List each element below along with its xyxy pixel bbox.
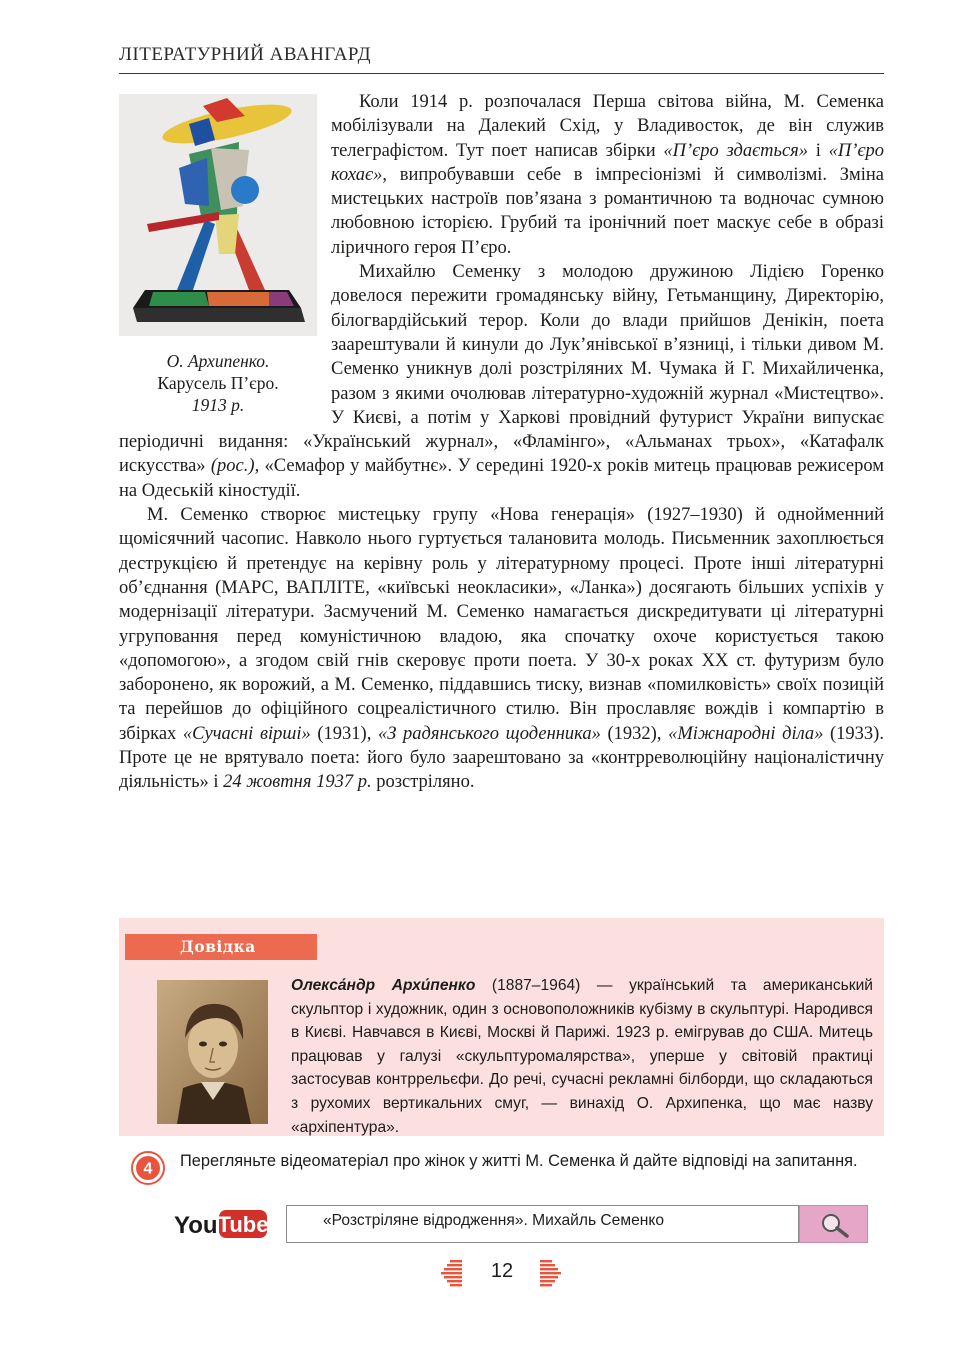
- sculpture-figure: [119, 94, 317, 416]
- paragraph-2: Михайлю Семенку з молодою дружиною Лідією Горенко довелося пережити громадянську війну, Гетьманщину, Директорію, білогвардійський терор. Коли до влади прийшов Денікін, поета заарештували й кинули до Лук’янівської в’язниці, і тільки дивом М. Семенко уникнув долі розстріляних М. Чумака й Г. Михайличенка, разом з якими очолював літературно-художній журнал «Мистецтво». У Києві, а потім у Харкові провідний футурист України випускає періодичні видання: «Український журнал», «Фламінго», «Альманах трьох», «Катафалк искусства» (рос.), «Семафор у майбутнє». У середині 1920-х років митець працював режисером на Одеській кіностудії.: [119, 262, 884, 501]
- video-search-field[interactable]: [286, 1205, 799, 1243]
- info-box: [119, 918, 884, 1136]
- pagination: [440, 1256, 565, 1292]
- figure-caption: [119, 350, 317, 416]
- youtube-logo: [174, 1207, 268, 1241]
- info-name: Олекса́ндр Архи́пенко: [291, 977, 476, 994]
- info-tab: Довідка: [125, 934, 317, 960]
- search-icon: [820, 1212, 850, 1238]
- sculpture-image: [119, 94, 317, 336]
- caption-year: 1913 р.: [191, 395, 245, 415]
- task-text: Перегляньте відеоматеріал про жінок у житті М. Семенка й дайте відповіді на запитання.: [180, 1152, 858, 1170]
- running-header: [119, 44, 884, 74]
- header-title: ЛІТЕРАТУРНИЙ АВАНГАРД: [119, 44, 372, 65]
- portrait-image: [157, 980, 268, 1124]
- arrow-left-icon: [440, 1258, 464, 1290]
- svg-text:You: You: [174, 1212, 218, 1239]
- task-number: 4: [143, 1160, 153, 1178]
- task-number-icon: [131, 1151, 165, 1185]
- caption-author: О. Архипенко.: [166, 351, 270, 371]
- search-button[interactable]: [799, 1205, 868, 1243]
- caption-title: Карусель П’єро.: [157, 373, 279, 393]
- paragraph-1: Коли 1914 р. розпочалася Перша світова війна, М. Семенка мобілізували на Далекий Схід, у Владивосток, де він служив телеграфістом. Тут поет написав збірки «П’єро здається» і «П’єро кохає», випробувавши себе в імпресіонізмі й символізмі. Зміна мистецьких настроїв пов’язана з романтичною та водночас сумною любовною історією. Грубий та іронічний поет маскує себе в образі ліричного героя П’єро.: [331, 92, 885, 258]
- info-text: Олекса́ндр Архи́пенко (1887–1964) — український та американський скульптор і художник, один з основоположників кубізму в скульптурі. Народився в Києві. Навчався в Києві, Москві й Парижі. 1923 р. емігрував до США. Митець працював у галузі «скульптуромалярства», уперше у світовій практиці застосував контррельєфи. До речі, сучасні рекламні білборди, що складаються з рухомих вертикальних смуг, — винахід О. Архипенка, що має назву «архіпентура».: [291, 977, 873, 1136]
- svg-text:Tube: Tube: [217, 1212, 268, 1237]
- page-number: 12: [490, 1260, 514, 1282]
- search-query: «Розстріляне відродження». Михайль Семенко: [323, 1212, 665, 1229]
- paragraph-3: М. Семенко створює мистецьку групу «Нова генерація» (1927–1930) й однойменний щомісячний часопис. Навколо нього гуртується талановита молодь. Письменник захоплюється деструкцією й претендує на керівну роль у літературному процесі. Проте інші літературні об’єднання (МАРС, ВАПЛІТЕ, «київські неокласики», «Ланка») досягають більших успіхів у модернізації літератури. Засмучений М. Семенко намагається дискредитувати ці літературні угруповання перед комуністичною владою, яка спочатку охоче користується такою «допомогою», а згодом свій гнів скеровує проти поета. У 30-х роках XX ст. футуризм було заборонено, як ворожий, а М. Семенко, піддавшись тиску, визнав «помилковість» своїх позицій та перейшов до офіційного соцреалістичного стилю. Він прославляє вождів і компартію в збірках «Сучасні вірші» (1931), «З радянського щоденника» (1932), «Міжнародні діла» (1933). Проте це не врятувало поета: його було заарештовано за «контрреволюційну націоналістичну діяльність» і 24 жовтня 1937 р. розстріляно.: [119, 505, 884, 793]
- arrow-right-icon: [538, 1258, 562, 1290]
